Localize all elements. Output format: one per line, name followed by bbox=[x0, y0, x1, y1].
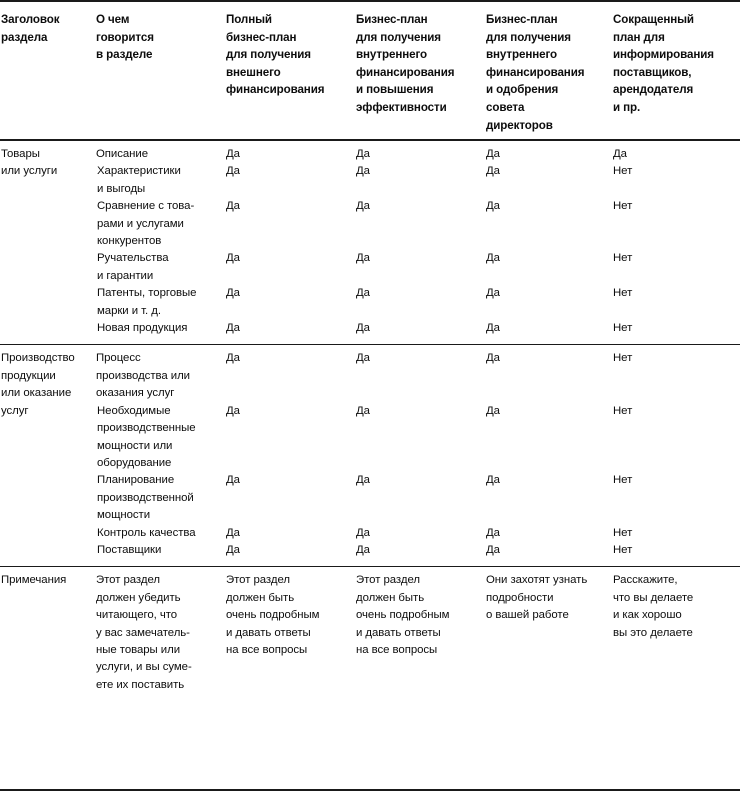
cell-internal-efficiency bbox=[356, 403, 486, 473]
value: Да bbox=[486, 404, 500, 417]
note-line: Они захотят узнать bbox=[486, 574, 588, 587]
note-line: очень подробным bbox=[356, 609, 450, 622]
value: Да bbox=[356, 165, 370, 178]
header-line: совета bbox=[486, 100, 525, 114]
row-item-label bbox=[96, 285, 226, 320]
cell-short-plan-suppliers bbox=[613, 198, 740, 250]
column-header-full-plan-external bbox=[226, 1, 356, 140]
cell-internal-board-approval bbox=[486, 285, 613, 320]
value: Нет bbox=[613, 165, 633, 178]
note-line: должен убедить bbox=[96, 591, 181, 604]
row-item-label bbox=[96, 403, 226, 473]
notes-cell-internal-efficiency bbox=[356, 567, 486, 694]
cell-short-plan-suppliers bbox=[613, 285, 740, 320]
note-line: вы это делаете bbox=[613, 626, 693, 639]
section-label-line: Примечания bbox=[1, 574, 67, 587]
cell-internal-board-approval bbox=[486, 320, 613, 345]
row-item-label bbox=[96, 472, 226, 524]
value: Да bbox=[356, 322, 370, 335]
note-line: должен быть bbox=[226, 591, 295, 604]
cell-internal-board-approval bbox=[486, 250, 613, 285]
item-line: мощности bbox=[97, 509, 151, 522]
note-line: услуги, и вы суме- bbox=[96, 661, 192, 674]
cell-short-plan-suppliers bbox=[613, 345, 740, 403]
header-line: внешнего bbox=[226, 65, 281, 79]
cell-full-plan-external bbox=[226, 403, 356, 473]
note-line: Этот раздел bbox=[356, 574, 420, 587]
item-line: производственной bbox=[97, 491, 194, 504]
value: Нет bbox=[613, 352, 633, 365]
item-line: и гарантии bbox=[97, 269, 154, 282]
cell-full-plan-external bbox=[226, 140, 356, 163]
table-row bbox=[0, 525, 740, 542]
cell-full-plan-external bbox=[226, 163, 356, 198]
table-header bbox=[0, 1, 740, 140]
cell-short-plan-suppliers bbox=[613, 140, 740, 163]
value: Да bbox=[226, 252, 240, 265]
value: Да bbox=[486, 200, 500, 213]
header-line: финансирования bbox=[226, 83, 325, 97]
section-label-line: Товары bbox=[1, 148, 40, 160]
value: Да bbox=[486, 526, 500, 539]
cell-internal-efficiency bbox=[356, 320, 486, 345]
value: Да bbox=[356, 252, 370, 265]
item-line: Описание bbox=[96, 148, 149, 160]
table-row bbox=[0, 320, 740, 345]
header-line: в разделе bbox=[96, 48, 153, 62]
value: Нет bbox=[613, 404, 633, 417]
section-label-production-or-service-delivery bbox=[0, 345, 96, 567]
value: Нет bbox=[613, 474, 633, 487]
header-line: Полный bbox=[226, 13, 272, 26]
table-row bbox=[0, 163, 740, 198]
header-row bbox=[0, 1, 740, 140]
cell-internal-efficiency bbox=[356, 472, 486, 524]
note-line: на все вопросы bbox=[356, 643, 438, 656]
column-header-internal-board-approval bbox=[486, 1, 613, 140]
column-header-section-heading bbox=[0, 1, 96, 140]
column-header-short-plan-suppliers bbox=[613, 1, 740, 140]
header-line: арендодателя bbox=[613, 83, 694, 97]
value: Да bbox=[356, 287, 370, 300]
header-line: информирования bbox=[613, 48, 714, 62]
value: Да bbox=[226, 526, 240, 539]
row-item-label bbox=[96, 345, 226, 403]
value: Да bbox=[486, 474, 500, 487]
section-label-line: продукции bbox=[1, 369, 56, 382]
value: Да bbox=[486, 148, 500, 160]
cell-full-plan-external bbox=[226, 320, 356, 345]
section-label-line: или оказание bbox=[1, 387, 72, 400]
value: Да bbox=[486, 322, 500, 335]
value: Да bbox=[226, 352, 240, 365]
value: Да bbox=[356, 148, 370, 160]
header-line: финансирования bbox=[356, 65, 455, 79]
item-line: Планирование bbox=[97, 474, 175, 487]
cell-internal-board-approval bbox=[486, 198, 613, 250]
cell-full-plan-external bbox=[226, 542, 356, 567]
value: Нет bbox=[613, 543, 633, 556]
table-row bbox=[0, 472, 740, 524]
cell-full-plan-external bbox=[226, 345, 356, 403]
note-line: о вашей работе bbox=[486, 609, 569, 622]
value: Нет bbox=[613, 322, 633, 335]
cell-full-plan-external bbox=[226, 285, 356, 320]
note-line: очень подробным bbox=[226, 609, 320, 622]
note-line: на все вопросы bbox=[226, 643, 308, 656]
cell-full-plan-external bbox=[226, 525, 356, 542]
value: Да bbox=[486, 543, 500, 556]
value: Нет bbox=[613, 252, 633, 265]
section-label-line: услуг bbox=[1, 404, 29, 417]
note-line: что вы делаете bbox=[613, 591, 694, 604]
note-line: и как хорошо bbox=[613, 609, 682, 622]
note-line: должен быть bbox=[356, 591, 425, 604]
section-production-or-service-delivery bbox=[0, 345, 740, 403]
value: Да bbox=[486, 165, 500, 178]
note-line: у вас замечатель- bbox=[96, 626, 190, 639]
notes-cell-short-plan-suppliers bbox=[613, 567, 740, 694]
header-line: для получения bbox=[486, 30, 571, 44]
column-header-what-described bbox=[96, 1, 226, 140]
row-item-label bbox=[96, 163, 226, 198]
cell-short-plan-suppliers bbox=[613, 403, 740, 473]
section-label-line: или услуги bbox=[1, 165, 58, 178]
item-line: мощности или bbox=[97, 439, 173, 452]
cell-internal-efficiency bbox=[356, 542, 486, 567]
note-line: Этот раздел bbox=[96, 574, 160, 587]
header-line: и повышения bbox=[356, 83, 434, 97]
section-notes bbox=[0, 567, 740, 694]
value: Да bbox=[226, 200, 240, 213]
row-item-label bbox=[96, 250, 226, 285]
item-line: производства или bbox=[96, 369, 190, 382]
cell-internal-board-approval bbox=[486, 525, 613, 542]
value: Да bbox=[486, 352, 500, 365]
notes-cell-internal-board-approval bbox=[486, 567, 613, 694]
cell-internal-efficiency bbox=[356, 250, 486, 285]
table-bottom-rule bbox=[0, 789, 740, 791]
row-item-label bbox=[96, 140, 226, 163]
table-row bbox=[0, 285, 740, 320]
header-line: эффективности bbox=[356, 100, 447, 114]
cell-internal-board-approval bbox=[486, 403, 613, 473]
note-line: читающего, что bbox=[96, 609, 178, 622]
header-line: говорится bbox=[96, 30, 154, 44]
item-line: Поставщики bbox=[97, 543, 162, 556]
item-line: оборудование bbox=[97, 456, 172, 469]
note-line: подробности bbox=[486, 591, 554, 604]
cell-internal-efficiency bbox=[356, 285, 486, 320]
item-line: Ручательства bbox=[97, 252, 169, 265]
value: Да bbox=[226, 148, 240, 160]
table-row bbox=[0, 403, 740, 473]
cell-full-plan-external bbox=[226, 250, 356, 285]
cell-internal-board-approval bbox=[486, 472, 613, 524]
value: Нет bbox=[613, 526, 633, 539]
cell-short-plan-suppliers bbox=[613, 163, 740, 198]
value: Да bbox=[486, 287, 500, 300]
header-line: и пр. bbox=[613, 100, 641, 114]
section-goods-or-services bbox=[0, 140, 740, 163]
note-line: ете их поставить bbox=[96, 678, 185, 691]
value: Да bbox=[356, 543, 370, 556]
cell-short-plan-suppliers bbox=[613, 250, 740, 285]
cell-short-plan-suppliers bbox=[613, 472, 740, 524]
value: Да bbox=[226, 287, 240, 300]
item-line: Процесс bbox=[96, 352, 141, 365]
header-line: финансирования bbox=[486, 65, 585, 79]
section-label-line: Производство bbox=[1, 352, 75, 365]
value: Да bbox=[486, 252, 500, 265]
cell-short-plan-suppliers bbox=[613, 542, 740, 567]
section-label-notes bbox=[0, 567, 96, 694]
column-header-internal-efficiency bbox=[356, 1, 486, 140]
cell-short-plan-suppliers bbox=[613, 525, 740, 542]
header-line: для получения bbox=[226, 48, 311, 62]
note-line: и давать ответы bbox=[226, 626, 311, 639]
item-line: Необходимые bbox=[97, 404, 171, 417]
table-row bbox=[0, 542, 740, 567]
cell-full-plan-external bbox=[226, 472, 356, 524]
value: Да bbox=[226, 322, 240, 335]
cell-internal-efficiency bbox=[356, 345, 486, 403]
item-line: Сравнение с това- bbox=[97, 200, 195, 213]
item-line: марки и т. д. bbox=[97, 304, 161, 317]
item-line: рами и услугами bbox=[97, 217, 184, 230]
item-line: Новая продукция bbox=[97, 322, 188, 335]
row-item-label bbox=[96, 525, 226, 542]
note-line: Этот раздел bbox=[226, 574, 290, 587]
value: Да bbox=[356, 526, 370, 539]
section-label-goods-or-services bbox=[0, 140, 96, 345]
row-item-label bbox=[96, 320, 226, 345]
table-body bbox=[0, 140, 740, 694]
value: Да bbox=[226, 474, 240, 487]
value: Да bbox=[356, 474, 370, 487]
value: Да bbox=[613, 148, 627, 160]
value: Да bbox=[226, 165, 240, 178]
header-line: для получения bbox=[356, 30, 441, 44]
header-line: О чем bbox=[96, 13, 130, 26]
item-line: Характеристики bbox=[97, 165, 181, 178]
cell-internal-board-approval bbox=[486, 542, 613, 567]
cell-short-plan-suppliers bbox=[613, 320, 740, 345]
header-line: внутреннего bbox=[356, 48, 428, 62]
value: Нет bbox=[613, 200, 633, 213]
cell-full-plan-external bbox=[226, 198, 356, 250]
notes-cell-what-described bbox=[96, 567, 226, 694]
value: Да bbox=[356, 404, 370, 417]
cell-internal-efficiency bbox=[356, 198, 486, 250]
item-line: конкурентов bbox=[97, 235, 162, 248]
header-line: Бизнес-план bbox=[486, 13, 558, 26]
cell-internal-board-approval bbox=[486, 163, 613, 198]
header-line: директоров bbox=[486, 118, 553, 132]
item-line: и выгоды bbox=[97, 182, 146, 195]
value: Да bbox=[226, 543, 240, 556]
note-line: ные товары или bbox=[96, 643, 181, 656]
item-line: Патенты, торговые bbox=[97, 287, 197, 300]
header-line: Заголовок bbox=[1, 13, 60, 26]
value: Да bbox=[356, 352, 370, 365]
item-line: производственные bbox=[97, 422, 196, 435]
row-item-label bbox=[96, 542, 226, 567]
value: Да bbox=[356, 200, 370, 213]
table-row bbox=[0, 250, 740, 285]
value: Да bbox=[226, 404, 240, 417]
item-line: Контроль качества bbox=[97, 526, 196, 539]
header-line: и одобрения bbox=[486, 83, 559, 97]
header-line: внутреннего bbox=[486, 48, 558, 62]
note-line: и давать ответы bbox=[356, 626, 441, 639]
cell-internal-efficiency bbox=[356, 163, 486, 198]
header-line: бизнес-план bbox=[226, 30, 297, 44]
note-line: Расскажите, bbox=[613, 574, 678, 587]
header-line: Бизнес-план bbox=[356, 13, 428, 26]
cell-internal-efficiency bbox=[356, 140, 486, 163]
table-row bbox=[0, 198, 740, 250]
cell-internal-board-approval bbox=[486, 345, 613, 403]
item-line: оказания услуг bbox=[96, 387, 175, 400]
header-line: поставщиков, bbox=[613, 65, 692, 79]
header-line: раздела bbox=[1, 30, 48, 44]
value: Нет bbox=[613, 287, 633, 300]
cell-internal-board-approval bbox=[486, 140, 613, 163]
header-line: Сокращенный bbox=[613, 13, 694, 26]
notes-cell-full-plan-external bbox=[226, 567, 356, 694]
row-item-label bbox=[96, 198, 226, 250]
cell-internal-efficiency bbox=[356, 525, 486, 542]
header-line: план для bbox=[613, 30, 665, 44]
